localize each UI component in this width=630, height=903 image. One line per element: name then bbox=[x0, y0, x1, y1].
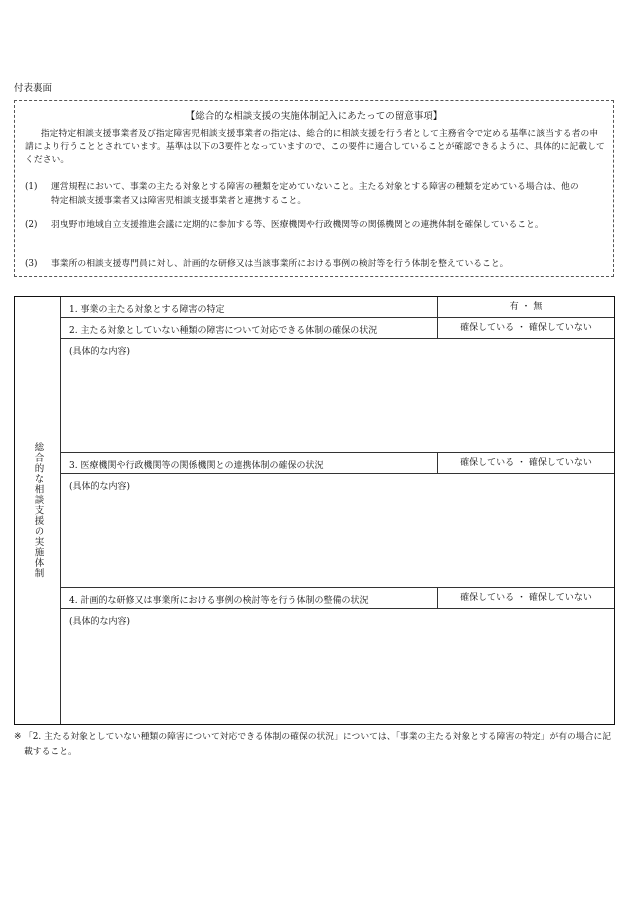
notice-title: 【総合的な相談支援の実施体制記入にあたっての留意事項】 bbox=[185, 111, 443, 122]
form-row-3 bbox=[61, 452, 614, 474]
row-4-label: 4. 計画的な研修又は事業所における事例の検討等を行う体制の整備の状況 bbox=[69, 596, 369, 606]
row-2-options[interactable]: 確保している ・ 確保していない bbox=[437, 318, 614, 338]
detail-area-4[interactable] bbox=[61, 609, 614, 722]
support-system-form bbox=[14, 296, 615, 725]
requirement-number: (1) bbox=[25, 182, 38, 192]
detail-label: (具体的な内容) bbox=[69, 617, 131, 627]
page-heading: 付表裏面 bbox=[14, 83, 53, 94]
footnote-mark: ※ bbox=[14, 732, 22, 742]
row-4-options[interactable]: 確保している ・ 確保していない bbox=[437, 588, 614, 608]
footnote-text: 「2. 主たる対象としていない種類の障害について対応できる体制の確保の状況」については、「事業の主たる対象とする障害の特定」が有の場合に記載すること。 bbox=[24, 732, 612, 757]
requirement-number: (2) bbox=[25, 220, 38, 230]
form-row-2 bbox=[61, 318, 614, 339]
requirement-text: 羽曳野市地域自立支援推進会議に定期的に参加する等、医療機関や行政機関等の関係機関との連携体制を確保していること。 bbox=[51, 220, 544, 230]
requirement-text: 運営規程において、事業の主たる対象とする障害の種類を定めていないこと。主たる対象とする障害の種類を定めている場合は、他の特定相談支援事業者又は障害児相談支援事業者と連携すること。 bbox=[51, 182, 579, 206]
requirement-number: (3) bbox=[25, 259, 38, 269]
form-row-4 bbox=[61, 587, 614, 609]
row-3-options[interactable]: 確保している ・ 確保していない bbox=[437, 453, 614, 473]
detail-area-3[interactable] bbox=[61, 474, 614, 587]
detail-area-2[interactable] bbox=[61, 339, 614, 452]
row-3-label: 3. 医療機関や行政機関等の関係機関との連携体制の確保の状況 bbox=[69, 461, 324, 471]
row-2-label: 2. 主たる対象としていない種類の障害について対応できる体制の確保の状況 bbox=[69, 326, 378, 336]
form-side-label bbox=[15, 297, 61, 724]
side-label-text: 総合的な相談支援の実施体制 bbox=[32, 442, 44, 579]
requirement-item bbox=[25, 219, 583, 233]
notice-box bbox=[14, 100, 614, 277]
detail-label: (具体的な内容) bbox=[69, 347, 131, 357]
row-1-label: 1. 事業の主たる対象とする障害の特定 bbox=[69, 305, 225, 315]
notice-intro: 指定特定相談支援事業者及び指定障害児相談支援事業者の指定は、総合的に相談支援を行う者として主務省令で定める基準に該当する者の申請により行うこととされています。基準は以下の3要件となっていますので、この要件に適合していることが確認できるように、具体的に記載してください。 bbox=[25, 129, 605, 165]
requirement-item bbox=[25, 258, 583, 272]
detail-label: (具体的な内容) bbox=[69, 482, 131, 492]
requirement-item bbox=[25, 181, 583, 208]
row-1-options[interactable]: 有 ・ 無 bbox=[437, 297, 614, 317]
footnote bbox=[14, 730, 614, 760]
requirement-text: 事業所の相談支援専門員に対し、計画的な研修又は当該事業所における事例の検討等を行う体制を整えていること。 bbox=[51, 259, 509, 269]
form-row-1 bbox=[61, 297, 614, 318]
